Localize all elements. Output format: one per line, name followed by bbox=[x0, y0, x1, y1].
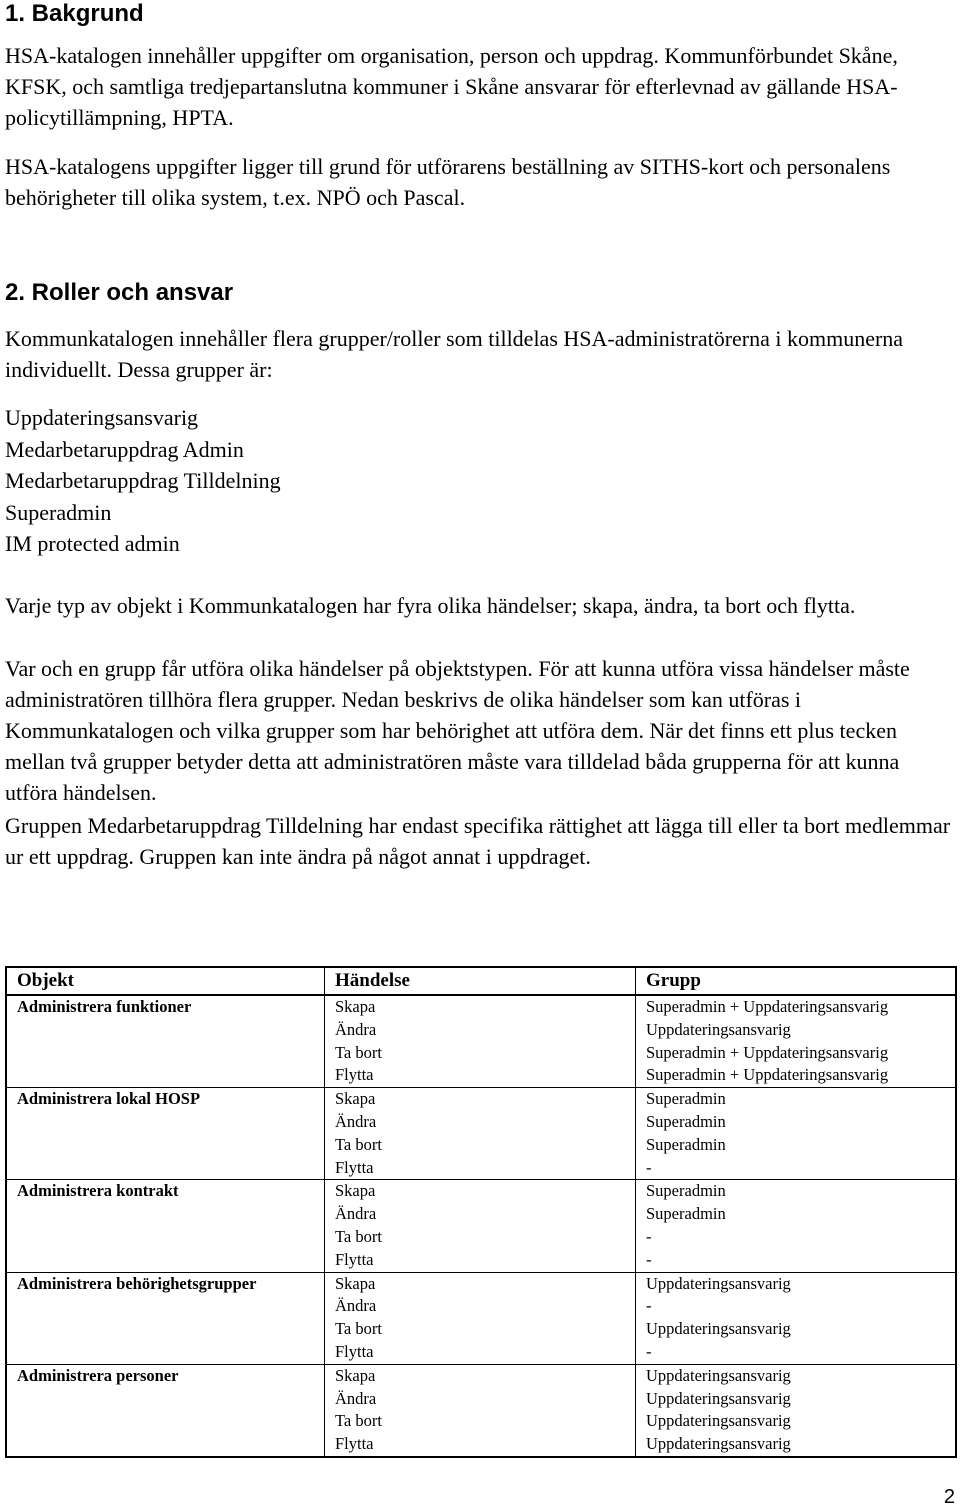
permissions-paragraph: Var och en grupp får utföra olika händelser på objektstypen. För att kunna utföra vissa händelser måste administratören tillhöra flera grupper. Nedan beskrivs de olika händelser som kan utföras i Kommunkatalogen och vilka grupper som har behörighet att utföra dem. När det finns ett plus tecken mellan två grupper betyder detta att administratören måste vara tilldelad båda grupperna för att kunna utföra händelsen. bbox=[5, 656, 910, 805]
group-cell: Uppdateringsansvarig bbox=[636, 1272, 957, 1295]
table-row bbox=[6, 1180, 956, 1203]
group-cell: Superadmin bbox=[636, 1203, 957, 1226]
event-cell: Skapa bbox=[325, 1364, 636, 1387]
event-cell: Flytta bbox=[325, 1157, 636, 1180]
table-row bbox=[6, 995, 956, 1019]
table-row bbox=[6, 1203, 956, 1226]
events-paragraph: Varje typ av objekt i Kommunkatalogen har fyra olika händelser; skapa, ändra, ta bort och flytta. bbox=[5, 593, 856, 618]
table-row bbox=[6, 1433, 956, 1457]
table-row bbox=[6, 1088, 956, 1111]
object-cell: Administrera lokal HOSP bbox=[6, 1088, 325, 1111]
table-row bbox=[6, 1388, 956, 1411]
event-cell: Flytta bbox=[325, 1249, 636, 1272]
table-row bbox=[6, 1226, 956, 1249]
table-row bbox=[6, 1341, 956, 1364]
table-row bbox=[6, 1272, 956, 1295]
group-cell: Superadmin bbox=[636, 1111, 957, 1134]
group-cell: Superadmin + Uppdateringsansvarig bbox=[636, 995, 957, 1019]
section-1-heading: 1. Bakgrund bbox=[5, 0, 144, 27]
object-cell: Administrera personer bbox=[6, 1364, 325, 1387]
table-row bbox=[6, 1019, 956, 1042]
role-item: Medarbetaruppdrag Admin bbox=[5, 436, 244, 462]
role-item: Uppdateringsansvarig bbox=[5, 405, 199, 430]
event-cell: Ändra bbox=[325, 1388, 636, 1411]
role-item: Medarbetaruppdrag Tilldelning bbox=[5, 468, 281, 493]
group-cell: Uppdateringsansvarig bbox=[636, 1410, 957, 1433]
event-cell: Flytta bbox=[325, 1064, 636, 1087]
object-cell: Administrera behörighetsgrupper bbox=[6, 1272, 325, 1295]
group-cell: - bbox=[636, 1341, 957, 1364]
event-cell: Skapa bbox=[325, 1272, 636, 1295]
table-header-row bbox=[6, 967, 956, 995]
event-cell: Ta bort bbox=[325, 1318, 636, 1341]
table-row bbox=[6, 1064, 956, 1087]
permissions-table bbox=[5, 966, 957, 1458]
background-paragraph-2: HSA-katalogens uppgifter ligger till grund för utförarens beställning av SITHS-kort och personalens behörigheter till olika system, t.ex. NPÖ och Pascal. bbox=[5, 154, 891, 210]
table-row bbox=[6, 1157, 956, 1180]
table-row bbox=[6, 1318, 956, 1341]
group-cell: Uppdateringsansvarig bbox=[636, 1019, 957, 1042]
group-cell: Superadmin bbox=[636, 1088, 957, 1111]
roles-intro-paragraph: Kommunkatalogen innehåller flera grupper/roller som tilldelas HSA-administratörerna i kommunerna individuellt. Dessa grupper är: bbox=[5, 326, 904, 382]
table-row bbox=[6, 1364, 956, 1387]
group-cell: Superadmin + Uppdateringsansvarig bbox=[636, 1064, 957, 1087]
group-cell: Uppdateringsansvarig bbox=[636, 1433, 957, 1457]
background-paragraph-1: HSA-katalogen innehåller uppgifter om organisation, person och uppdrag. Kommunförbundet Skåne, KFSK, och samtliga tredjepartanslutna kommuner i Skåne ansvarar för efterlevnad av gällande HSA-policytillämpning, HPTA. bbox=[5, 43, 898, 130]
assignment-group-paragraph: Gruppen Medarbetaruppdrag Tilldelning har endast specifika rättighet att lägga till eller ta bort medlemmar ur ett uppdrag. Gruppen kan inte ändra på något annat i uppdraget. bbox=[5, 813, 951, 869]
group-cell: Uppdateringsansvarig bbox=[636, 1318, 957, 1341]
table-row bbox=[6, 1295, 956, 1318]
event-cell: Flytta bbox=[325, 1341, 636, 1364]
event-cell: Ändra bbox=[325, 1019, 636, 1042]
event-cell: Ta bort bbox=[325, 1226, 636, 1249]
group-cell: - bbox=[636, 1226, 957, 1249]
header-objekt: Objekt bbox=[6, 967, 325, 995]
roles-list bbox=[5, 402, 281, 560]
page-number: 2 bbox=[943, 1486, 955, 1508]
header-handelse: Händelse bbox=[325, 967, 636, 995]
event-cell: Ta bort bbox=[325, 1410, 636, 1433]
group-cell: Uppdateringsansvarig bbox=[636, 1364, 957, 1387]
group-cell: - bbox=[636, 1249, 957, 1272]
table-row bbox=[6, 1042, 956, 1065]
event-cell: Ändra bbox=[325, 1111, 636, 1134]
table-row bbox=[6, 1410, 956, 1433]
event-cell: Skapa bbox=[325, 1088, 636, 1111]
event-cell: Flytta bbox=[325, 1433, 636, 1457]
event-cell: Skapa bbox=[325, 1180, 636, 1203]
event-cell: Ändra bbox=[325, 1295, 636, 1318]
table-row bbox=[6, 1134, 956, 1157]
event-cell: Skapa bbox=[325, 995, 636, 1019]
object-cell: Administrera funktioner bbox=[6, 995, 325, 1019]
event-cell: Ändra bbox=[325, 1203, 636, 1226]
event-cell: Ta bort bbox=[325, 1134, 636, 1157]
table-row bbox=[6, 1249, 956, 1272]
role-item: IM protected admin bbox=[5, 531, 180, 556]
object-cell: Administrera kontrakt bbox=[6, 1180, 325, 1203]
group-cell: Superadmin bbox=[636, 1134, 957, 1157]
header-grupp: Grupp bbox=[636, 967, 957, 995]
group-cell: - bbox=[636, 1157, 957, 1180]
group-cell: - bbox=[636, 1295, 957, 1318]
table-row bbox=[6, 1111, 956, 1134]
role-item: Superadmin bbox=[5, 499, 112, 525]
section-2-heading: 2. Roller och ansvar bbox=[5, 279, 234, 306]
event-cell: Ta bort bbox=[325, 1042, 636, 1065]
group-cell: Uppdateringsansvarig bbox=[636, 1388, 957, 1411]
group-cell: Superadmin bbox=[636, 1180, 957, 1203]
group-cell: Superadmin + Uppdateringsansvarig bbox=[636, 1042, 957, 1065]
